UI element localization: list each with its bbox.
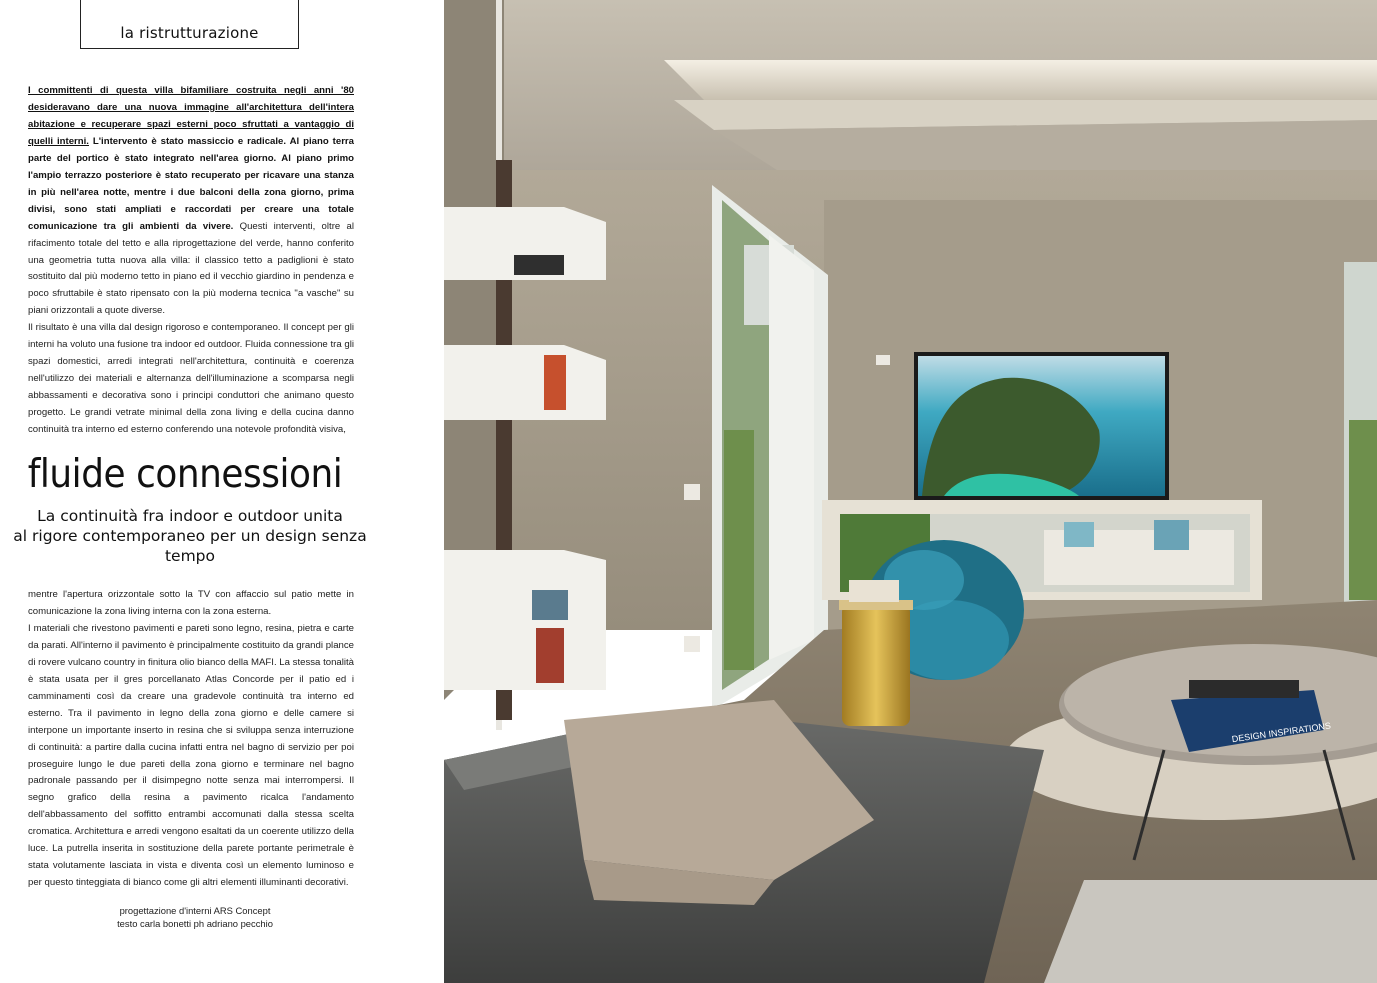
article-page [0, 0, 444, 983]
subheadline [0, 506, 390, 566]
lead-text [28, 85, 354, 232]
paragraph-1: Questi interventi, oltre al rifacimento totale del tetto e alla riprogettazione del verde, hanno conferito una geometria tutta nuova alla villa: il classico tetto a padiglioni è stato sostituito dal più moderno tetto in piano ed il vecchio giardino in pendenza e poco sfruttabile è stato ripensato con la più moderna tecnica "a vasche" su piani orizzontali a quote diverse. [28, 220, 354, 317]
subheadline-line-2: al rigore contemporaneo per un design senza tempo [13, 527, 367, 565]
lead-underlined: I committenti di questa villa bifamiliare costruita negli anni '80 desideravano dare una nuova immagine all'architettura dell'intera abitazione e recuperare spazi esterni poco sfruttati a vantaggio di quelli interni. [28, 85, 354, 147]
credit-design: progettazione d'interni ARS Concept [119, 905, 271, 916]
headline: fluide connessioni [27, 452, 343, 497]
section-tab [80, 0, 299, 49]
credit-text-photo: testo carla bonetti ph adriano pecchio [117, 918, 273, 929]
interior-photo [444, 0, 1377, 983]
book-title: DESIGN INSPIRATIONS [1231, 720, 1332, 745]
subheadline-line-1: La continuità fra indoor e outdoor unita [37, 507, 343, 525]
side-table [839, 580, 913, 726]
article-column-top [28, 83, 354, 439]
article-column-bottom [28, 587, 354, 892]
paragraph-4: I materiali che rivestono pavimenti e pareti sono legno, resina, pietra e carte da parati. All'interno il pavimento è principalmente costituito da grandi plance di rovere vulcano country in finitura olio bianco della MAFI. La stessa tonalità è stata usata per il gres porcellanato Atlas Concorde per il patio ed i camminamenti così da creare una gradevole continuità tra interno ed esterno. Tra il pavimento in legno della zona giorno e delle camere si interpone un importante inserto in resina che si sviluppa senza interruzione di continuità: a partire dalla cucina infatti entra nel bagno di servizio per poi proseguire lungo le due pareti della zona giorno e terminare nel bagno padronale passando per il disimpegno notte senza mai interrompersi. Il segno grafico della resina a pavimento ricalca l'andamento dell'abbassamento del soffitto entrambi accomunati dalla stessa scelta cromatica. Architettura e arredi vengono esaltati da un coerente utilizzo della luce. La putrella inserita in sostituzione della parete portante perimetrale è stata volutamente lasciata in vista e diventa così un elemento luminoso e per questo tinteggiata di bianco come gli altri elementi illuminanti decorativi. [28, 622, 354, 889]
credits [95, 904, 295, 930]
lead-bold: L'intervento è stato massiccio e radicale. Al piano terra parte del portico è stato integrato nell'area giorno. Al piano primo l'ampio terrazzo posteriore è stato recuperato per ricavare una stanza in più nell'area notte, mentre i due balconi della zona giorno, prima divisi, sono stati ampliati e raccordati per creare una totale comunicazione tra gli ambienti da vivere. [28, 135, 355, 232]
intro-paragraph [28, 83, 354, 320]
tv-screen [914, 352, 1169, 500]
section-label: la ristrutturazione [120, 24, 259, 42]
glass-door-left [712, 185, 828, 710]
glass-window-right [1344, 262, 1377, 642]
paragraph-2: Il risultato è una villa dal design rigoroso e contemporaneo. Il concept per gli interni ha voluto una fusione tra indoor ed outdoor. Fluida connessione tra gli spazi domestici, arredi integrati nell'architettura, continuità e coerenza nell'utilizzo dei materiali e alternanza dell'illuminazione a scomparsa negli abbassamenti e decorativa sono i principi conduttori che animano questo progetto. Le grandi vetrate minimal della zona living e della cucina danno continuità tra interno ed esterno conferendo una notevole profondità visiva, [28, 322, 354, 436]
paragraph-3: mentre l'apertura orizzontale sotto la TV con affaccio sul patio mette in comunicazione la zona living interna con la zona esterna. [28, 589, 354, 617]
